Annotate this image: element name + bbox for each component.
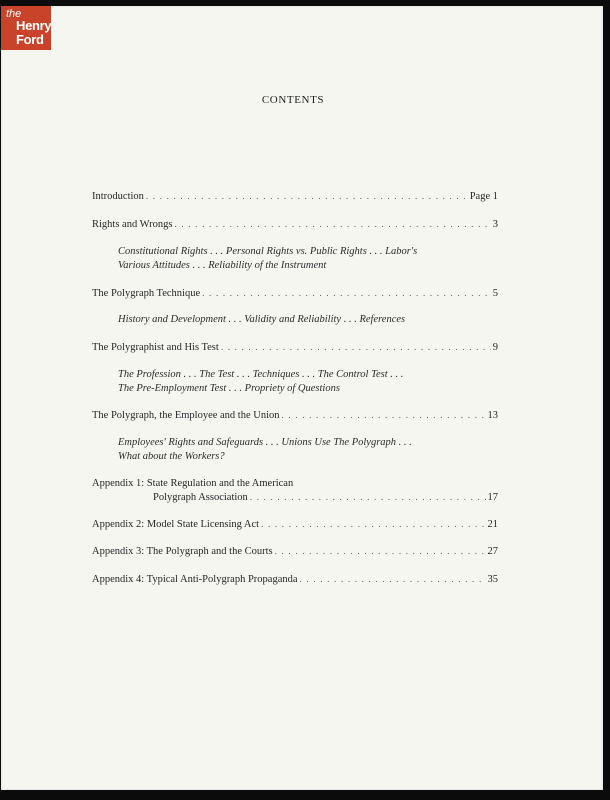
toc-entry-page: 9 (492, 342, 498, 353)
toc-entry-title: Introduction (92, 191, 144, 202)
logo-line-3: Ford (16, 32, 44, 47)
toc-entry-polygraph-technique (92, 288, 498, 299)
toc-subtopics-line: Employees' Rights and Safeguards . . . Unions Use The Polygraph . . . (118, 437, 412, 448)
toc-entry-page: Page 1 (469, 191, 498, 202)
toc-entry-polygraphist-and-test (92, 342, 498, 353)
toc-entry-page: 13 (487, 410, 498, 421)
toc-entry-page: 35 (487, 574, 498, 585)
toc-entry-appendix-2 (92, 519, 498, 530)
toc-appendix-1-title: Appendix 1: State Regulation and the American (92, 478, 294, 489)
toc-entry-rights-and-wrongs (92, 219, 498, 230)
toc-entry-title: Appendix 2: Model State Licensing Act (92, 519, 260, 530)
toc-leader-dots (275, 546, 486, 556)
toc-entry-title: Rights and Wrongs (92, 219, 173, 230)
toc-entry-page: 3 (492, 219, 498, 230)
toc-subtopics-line: What about the Workers? (118, 451, 225, 462)
toc-entry-appendix-3 (92, 546, 498, 557)
henry-ford-logo (1, 6, 51, 50)
toc-entry-appendix-4 (92, 574, 498, 585)
toc-entry-title: Polygraph Association (153, 492, 248, 503)
logo-line-1: the (6, 8, 22, 20)
toc-entry-title: The Polygraph Technique (92, 288, 201, 299)
toc-entry-title: The Polygraph, the Employee and the Union (92, 410, 280, 421)
toc-entry-employee-and-union (92, 410, 498, 421)
toc-entry-title: Appendix 4: Typical Anti-Polygraph Propaganda (92, 574, 298, 585)
toc-leader-dots (221, 342, 491, 352)
toc-entry-introduction (92, 191, 498, 202)
toc-leader-dots (146, 191, 468, 201)
toc-entry-page: 5 (492, 288, 498, 299)
toc-entry-title: Appendix 3: The Polygraph and the Courts (92, 546, 273, 557)
toc-subtopics-line: Constitutional Rights . . . Personal Rights vs. Public Rights . . . Labor's (118, 246, 418, 257)
toc-leader-dots (261, 519, 485, 529)
toc-leader-dots (174, 219, 490, 229)
toc-entry-appendix-1 (153, 492, 498, 503)
document-page (1, 6, 603, 790)
logo-line-2: Henry (16, 18, 52, 33)
page-title: CONTENTS (261, 94, 325, 106)
toc-entry-page: 17 (487, 492, 498, 503)
toc-subtopics-line: Various Attitudes . . . Reliability of the Instrument (118, 260, 327, 271)
toc-subtopics-line: The Pre-Employment Test . . . Propriety of Questions (118, 383, 340, 394)
toc-entry-page: 21 (487, 519, 498, 530)
toc-leader-dots (282, 410, 486, 420)
toc-subtopics-line: History and Development . . . Validity and Reliability . . . References (118, 314, 406, 325)
toc-subtopics-line: The Profession . . . The Test . . . Techniques . . . The Control Test . . . (118, 369, 404, 380)
toc-leader-dots (250, 492, 486, 502)
toc-leader-dots (300, 574, 486, 584)
toc-entry-title: The Polygraphist and His Test (92, 342, 219, 353)
toc-leader-dots (202, 288, 491, 298)
toc-entry-page: 27 (487, 546, 498, 557)
